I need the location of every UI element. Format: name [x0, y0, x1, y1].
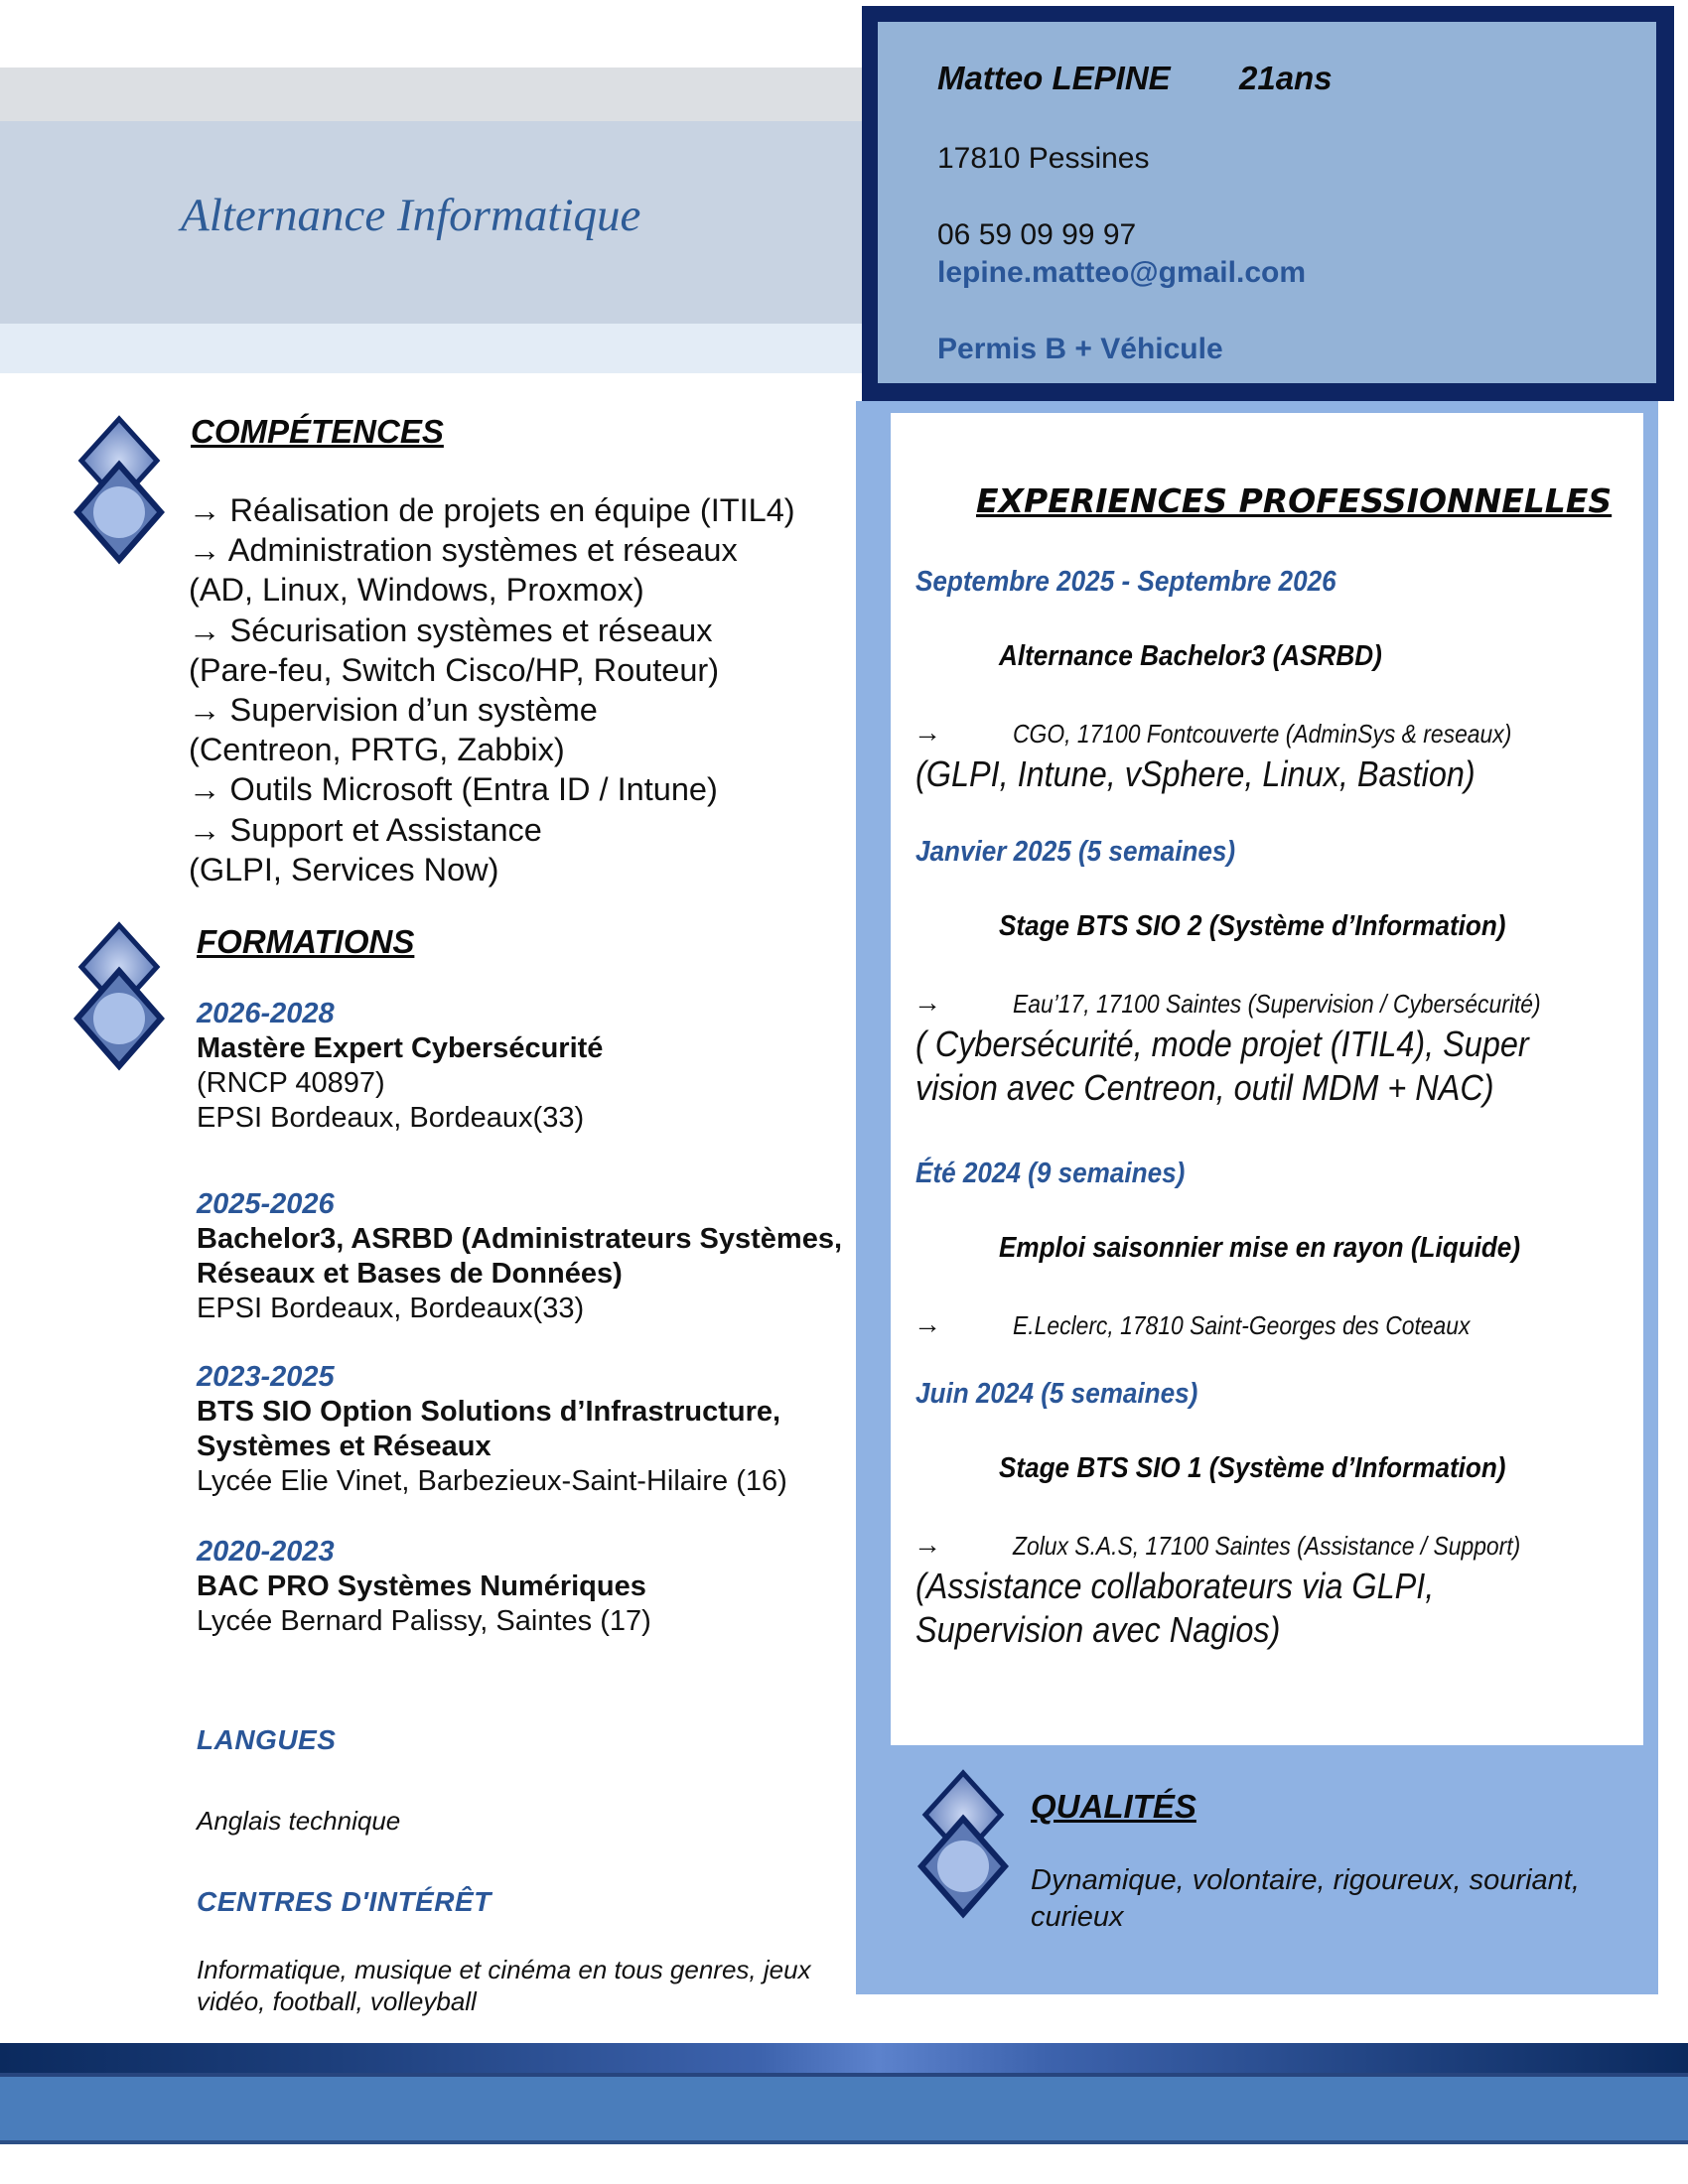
section-title-qualites: QUALITÉS: [1031, 1788, 1196, 1825]
formation-title: Mastère Expert Cybersécurité: [197, 1032, 604, 1064]
diamond-icon: [915, 1769, 1011, 1920]
experience-date: Septembre 2025 - Septembre 2026: [915, 566, 1336, 598]
competence-line: → Supervision d’un système: [189, 692, 598, 729]
competences-list: [189, 490, 795, 889]
interets-text: Informatique, musique et cinéma en tous genres, jeux vidéo, football, volleyball: [197, 1955, 811, 2016]
competence-line: → Outils Microsoft (Entra ID / Intune): [189, 771, 718, 808]
arrow-icon: →: [914, 1529, 941, 1560]
formation-title: BAC PRO Systèmes Numériques: [197, 1570, 646, 1602]
formation-detail: (RNCP 40897): [197, 1067, 385, 1099]
section-title-formations: FORMATIONS: [197, 923, 415, 960]
footer-gradient-band: [0, 2043, 1688, 2073]
experience-date: Été 2024 (9 semaines): [915, 1158, 1186, 1189]
competence-line: (Centreon, PRTG, Zabbix): [189, 732, 565, 768]
candidate-phone: 06 59 09 99 97: [937, 218, 1137, 251]
formation-years: 2025-2026: [197, 1188, 335, 1220]
formation-item: [197, 1360, 852, 1499]
candidate-name: Matteo LEPINE: [937, 60, 1171, 96]
competence-line: (GLPI, Services Now): [189, 851, 499, 887]
formation-school: Lycée Elie Vinet, Barbezieux-Saint-Hilaire (16): [197, 1465, 787, 1497]
formation-years: 2023-2025: [197, 1361, 335, 1393]
section-title-competences: COMPÉTENCES: [191, 413, 444, 450]
competence-line: → Sécurisation systèmes et réseaux: [189, 612, 713, 648]
section-title-experiences: EXPERIENCES PROFESSIONNELLES: [976, 481, 1613, 520]
banner-band-bottom: [0, 324, 864, 373]
formation-item: [197, 997, 852, 1136]
formation-title: Bachelor3, ASRBD (Administrateurs Systèmes, Réseaux et Bases de Données): [197, 1223, 843, 1290]
experience-role: Stage BTS SIO 1 (Système d’Information): [999, 1452, 1506, 1484]
experience-place: CGO, 17100 Fontcouverte (AdminSys & reseaux): [1013, 719, 1512, 749]
experience-detail: (Assistance collaborateurs via GLPI, Supervision avec Nagios): [915, 1566, 1435, 1650]
experience-date: Janvier 2025 (5 semaines): [915, 836, 1236, 868]
formation-years: 2026-2028: [197, 998, 335, 1029]
competence-line: → Réalisation de projets en équipe (ITIL4): [189, 492, 795, 528]
candidate-email: lepine.matteo@gmail.com: [937, 256, 1307, 289]
experience-role: Emploi saisonnier mise en rayon (Liquide): [999, 1232, 1521, 1264]
footer-divider: [0, 2140, 1688, 2144]
arrow-icon: →: [914, 987, 941, 1018]
formation-item: [197, 1535, 852, 1639]
diamond-icon: [71, 921, 167, 1072]
experience-role: Alternance Bachelor3 (ASRBD): [999, 640, 1382, 672]
experience-place: E.Leclerc, 17810 Saint-Georges des Coteaux: [1013, 1310, 1471, 1340]
diamond-icon: [915, 1769, 1011, 1925]
diamond-icon: [71, 415, 167, 566]
formation-school: EPSI Bordeaux, Bordeaux(33): [197, 1102, 585, 1134]
experience-date: Juin 2024 (5 semaines): [915, 1378, 1198, 1410]
formation-years: 2020-2023: [197, 1536, 335, 1568]
arrow-icon: →: [914, 1308, 941, 1339]
driving-license: Permis B + Véhicule: [937, 333, 1223, 365]
candidate-age: 21ans: [1239, 60, 1333, 96]
formation-school: Lycée Bernard Palissy, Saintes (17): [197, 1605, 651, 1637]
arrow-icon: →: [914, 717, 941, 748]
section-title-langues: LANGUES: [197, 1724, 337, 1755]
banner-band-top: [0, 68, 864, 121]
experience-place: Eau’17, 17100 Saintes (Supervision / Cybersécurité): [1013, 989, 1541, 1019]
competence-line: → Support et Assistance: [189, 811, 542, 848]
formation-item: [197, 1187, 852, 1326]
competence-line: → Administration systèmes et réseaux: [189, 532, 738, 569]
langues-text: Anglais technique: [197, 1806, 401, 1836]
diamond-icon: [71, 415, 167, 571]
diamond-icon: [71, 921, 167, 1077]
experience-place: Zolux S.A.S, 17100 Saintes (Assistance / Support): [1013, 1531, 1521, 1561]
candidate-city: 17810 Pessines: [937, 142, 1150, 175]
experience-detail: ( Cybersécurité, mode projet (ITIL4), Super vision avec Centreon, outil MDM + NAC): [915, 1024, 1529, 1108]
footer-band: [0, 2077, 1688, 2140]
competence-line: (Pare-feu, Switch Cisco/HP, Routeur): [189, 651, 720, 688]
banner-title: Alternance Informatique: [181, 190, 641, 241]
formation-school: EPSI Bordeaux, Bordeaux(33): [197, 1293, 585, 1324]
experience-detail: (GLPI, Intune, vSphere, Linux, Bastion): [915, 753, 1476, 794]
qualites-text: Dynamique, volontaire, rigoureux, souriant, curieux: [1031, 1864, 1580, 1933]
experience-role: Stage BTS SIO 2 (Système d’Information): [999, 910, 1506, 942]
formation-title: BTS SIO Option Solutions d’Infrastructure, Systèmes et Réseaux: [197, 1396, 781, 1462]
section-title-interets: CENTRES D'INTÉRÊT: [197, 1886, 492, 1917]
competence-line: (AD, Linux, Windows, Proxmox): [189, 572, 644, 609]
